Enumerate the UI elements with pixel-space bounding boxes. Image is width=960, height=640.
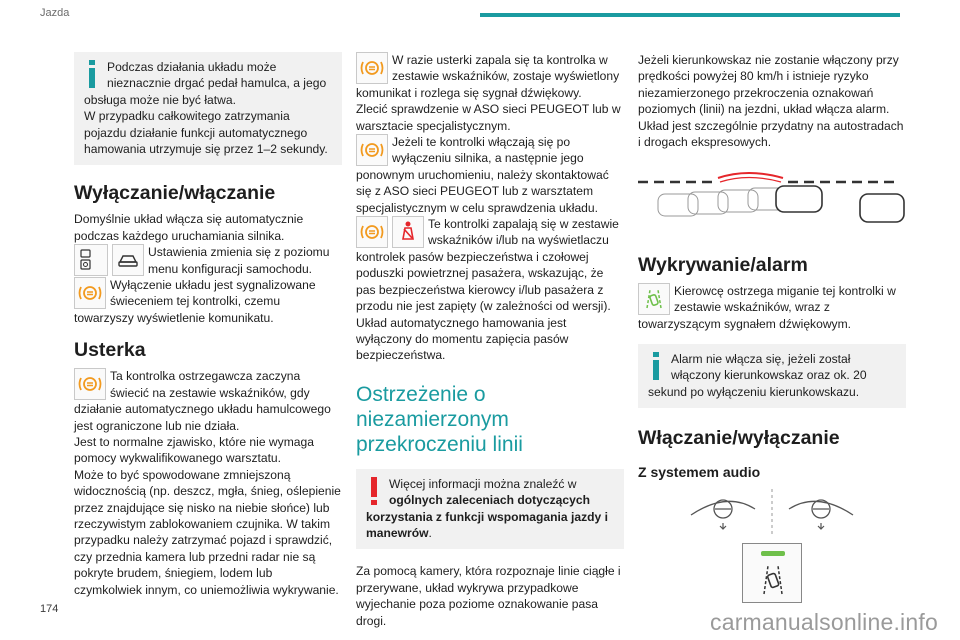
aeb-warning-icon xyxy=(356,216,388,248)
paragraph: Ustawienia zmienia się z poziomu menu konfiguracji samochodu. xyxy=(148,245,330,276)
icon-paragraph xyxy=(74,277,342,326)
info-icon xyxy=(648,352,665,382)
icon-paragraph xyxy=(74,368,342,434)
icon-paragraph xyxy=(638,283,906,332)
warning-icon xyxy=(366,477,383,507)
info-note xyxy=(74,52,342,165)
paragraph: Jest to normalne zjawisko, które nie wymaga pomocy wykwalifikowanego warsztatu. xyxy=(74,434,314,466)
steering-wheel-controls-illustration xyxy=(638,489,906,535)
car-settings-icon xyxy=(112,244,144,276)
paragraph: Jeżeli te kontrolki włączają się po wyłączeniu silnika, a następnie jego ponownym uruchomieniu, należy skontaktować się z ASO sieci PEUGEOT lub z warsztatem specjalistycznym w celu sprawdzenia układu. xyxy=(356,135,609,215)
section-title: Usterka xyxy=(74,339,146,362)
paragraph: Może to być spowodowane zmniejszoną widocznością (np. deszcz, mgła, śnieg, oślepienie przez znajdujące się nisko na niebie słońce) lub rzeczywistym zablokowaniem czujnika. W takim przypadku należy zatrzymać pojazd i sprawdzić, czy przednia kamera lub przedni radar nie są pokryte brudem, śniegiem, lodem lub czymkolwiek innym, co uniemożliwia wykrywanie. xyxy=(74,467,341,597)
warning-note xyxy=(356,469,624,550)
section-title: Wyłączanie/włączanie xyxy=(74,182,276,205)
header-accent-bar xyxy=(480,13,900,17)
chapter-heading: Ostrzeżenie o niezamierzonym przekroczeniu linii xyxy=(356,382,523,456)
icon-paragraph xyxy=(356,216,624,364)
paragraph: Zlecić sprawdzenie w ASO sieci PEUGEOT lub w warsztacie specjalistycznym. xyxy=(356,102,621,133)
paragraph: W razie usterki zapala się ta kontrolka w zestawie wskaźników, zostaje wyświetlony komunikat i rozlega się sygnał dźwiękowy. xyxy=(356,53,620,100)
paragraph: Te kontrolki zapalają się w zestawie wskaźników i/lub na wyświetlaczu kontrolek pasów bezpieczeństwa i czołowej poduszki powietrznej pasażera, wskazując, że pas bezpieczeństwa kierowcy i/lub pasażera z przodu nie jest zapięty (w zależności od wersji). Układ automatycznego hamowania jest wyłączony do momentu zapięcia pasów bezpieczeństwa. xyxy=(356,217,619,363)
aeb-settings-icon xyxy=(74,244,108,276)
info-note xyxy=(638,344,906,408)
paragraph: Domyślnie układ włącza się automatycznie podczas każdego uruchamiania silnika. xyxy=(74,212,304,243)
note-text: Podczas działania układu może nieznacznie drgać pedał hamulca, a jego obsługa może nie być łatwa. xyxy=(84,60,327,107)
lane-departure-illustration xyxy=(638,172,906,232)
paragraph: Ta kontrolka ostrzegawcza zaczyna świecić na zestawie wskaźników, gdy działanie automatycznego układu hamulcowego jest ograniczone lub nie działa. xyxy=(74,369,331,433)
column-3 xyxy=(638,52,906,603)
column-1 xyxy=(74,52,342,598)
paragraph: Za pomocą kamery, która rozpoznaje linie ciągłe i przerywane, układ wykrywa przypadkowe wyjechanie poza poziome oznakowanie pasa drogi. xyxy=(356,564,621,628)
column-2 xyxy=(356,52,624,629)
page-number: 174 xyxy=(40,603,59,615)
info-icon xyxy=(84,60,101,90)
running-header: Jazda xyxy=(40,7,70,19)
subsection-title: Z systemem audio xyxy=(638,464,761,481)
note-text: Więcej informacji można znaleźć w ogólnych zaleceniach dotyczących korzystania z funkcji wspomagania jazdy i manewrów. xyxy=(366,476,608,540)
icon-paragraph xyxy=(356,134,624,216)
icon-paragraph xyxy=(356,52,624,101)
aeb-warning-icon xyxy=(356,134,388,166)
icon-paragraph xyxy=(74,244,342,277)
note-text: W przypadku całkowitego zatrzymania pojazdu działanie funkcji automatycznego hamowania utrzymuje się przez 1–2 sekundy. xyxy=(84,109,328,157)
paragraph: Wyłączenie układu jest sygnalizowane świeceniem tej kontrolki, czemu towarzyszy wyświetlenie komunikatu. xyxy=(74,278,316,325)
aeb-off-warning-icon xyxy=(74,277,106,309)
watermark: carmanualsonline.info xyxy=(710,609,938,635)
aeb-warning-icon xyxy=(74,368,106,400)
section-title: Włączanie/wyłączanie xyxy=(638,427,840,450)
paragraph: Kierowcę ostrzega miganie tej kontrolki w zestawie wskaźników, wraz z towarzyszącym sygnałem dźwiękowym. xyxy=(638,283,896,331)
lane-departure-warning-icon xyxy=(638,283,670,315)
section-title: Wykrywanie/alarm xyxy=(638,253,808,276)
seatbelt-warning-icon xyxy=(392,216,424,248)
lane-departure-button-illustration xyxy=(638,543,906,603)
note-text: Alarm nie włącza się, jeżeli został włączony kierunkowskaz oraz ok. 20 sekund po wyłączeniu kierunkowskazu. xyxy=(648,352,867,399)
aeb-fault-warning-icon xyxy=(356,52,388,84)
paragraph: Jeżeli kierunkowskaz nie zostanie włączony przy prędkości powyżej 80 km/h i istnieje ryzyko niezamierzonego przekroczenia oznakowań poziomych (linii) na jezdni, układ włącza alarm. Układ jest szczególnie przydatny na autostradach i drogach ekspresowych. xyxy=(638,53,904,150)
